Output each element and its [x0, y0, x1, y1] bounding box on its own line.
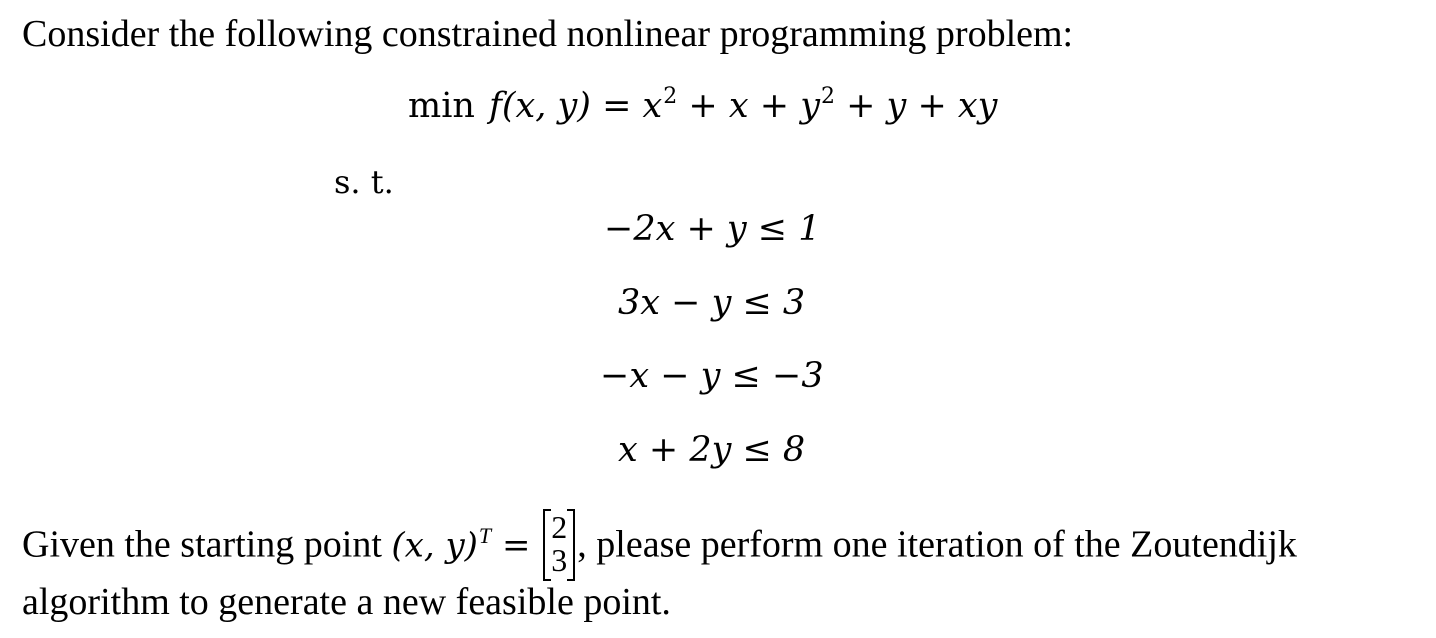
constraint-2: 3x − y ≤ 3	[618, 283, 806, 323]
subject-to-label: s. t.	[334, 163, 394, 201]
vector-y-value: 3	[551, 542, 568, 578]
term-rest: + y + xy	[834, 86, 998, 126]
transpose-symbol: T	[478, 522, 492, 548]
exponent-x: 2	[663, 84, 678, 109]
exponent-y: 2	[820, 84, 835, 109]
given-before: Given the starting point	[22, 523, 392, 566]
right-bracket	[567, 509, 575, 581]
constraint-1: −2x + y ≤ 1	[604, 209, 821, 249]
term-x: x	[642, 86, 663, 126]
term-plus-x: + x +	[677, 86, 801, 126]
objective-lhs: f(x, y) =	[488, 86, 643, 126]
starting-point-label: (x, y)	[391, 525, 478, 566]
given-continuation: algorithm to generate a new feasible point.	[22, 581, 671, 623]
given-after: , please perform one iteration of the Zoutendijk	[577, 523, 1297, 566]
starting-point-vector	[543, 509, 575, 579]
objective-function	[408, 84, 997, 133]
constraint-4: x + 2y ≤ 8	[618, 430, 806, 470]
given-sentence	[22, 509, 1297, 583]
min-operator: min	[408, 86, 475, 126]
problem-intro: Consider the following constrained nonlinear programming problem:	[22, 13, 1074, 55]
constraint-3: −x − y ≤ −3	[600, 356, 824, 396]
equals-sign: =	[491, 525, 542, 566]
vector-x-value: 2	[551, 509, 568, 545]
term-y: y	[800, 86, 820, 126]
